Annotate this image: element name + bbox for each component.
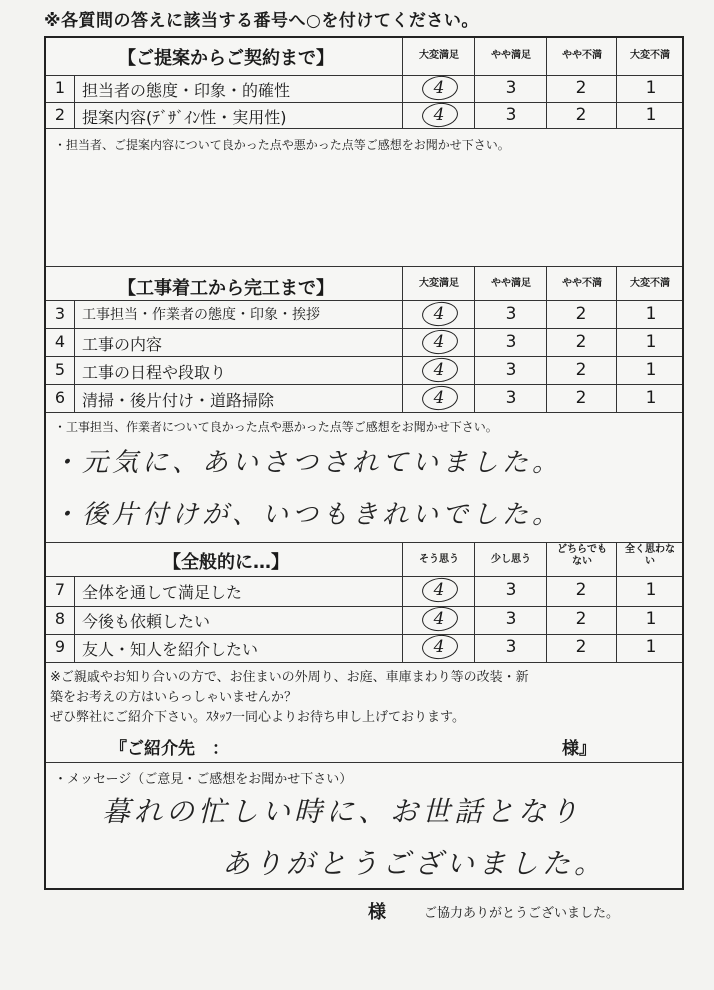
handwritten-comment: ・元気に、あいさつされていました。 — [52, 448, 563, 478]
selected-score[interactable]: 4 — [433, 388, 445, 408]
introduction-suffix: 様』 — [562, 739, 596, 759]
score-option[interactable]: 2 — [575, 78, 587, 98]
question-number: 4 — [54, 332, 66, 351]
question-text: 工事の内容 — [82, 335, 163, 354]
score-option[interactable]: 3 — [505, 580, 517, 600]
question-number: 7 — [54, 580, 66, 599]
message-prompt: ・メッセージ（ご意見・ご感想をお聞かせ下さい） — [54, 772, 353, 787]
score-option[interactable]: 3 — [505, 105, 517, 125]
scale-label: 大変不満 — [630, 278, 670, 289]
score-option[interactable]: 3 — [505, 388, 517, 408]
notice-line: ※ご親戚やお知り合いの方で、お住まいの外周り、お庭、車庫まわり等の改装・新 — [50, 670, 529, 685]
footer-thanks: ご協力ありがとうございました。 — [424, 906, 620, 921]
handwritten-message: ありがとうございました。 — [222, 847, 607, 880]
score-option[interactable]: 2 — [575, 360, 587, 380]
score-option[interactable]: 1 — [645, 360, 657, 380]
scale-label: 大変満足 — [419, 50, 459, 61]
question-number: 9 — [54, 637, 66, 656]
question-text: 担当者の態度・印象・的確性 — [82, 81, 291, 100]
notice-line: 築をお考えの方はいらっしゃいませんか？ — [50, 690, 298, 705]
score-option[interactable]: 3 — [505, 332, 517, 352]
score-option[interactable]: 1 — [645, 304, 657, 324]
survey-form — [44, 36, 684, 890]
scale-label: やや満足 — [491, 50, 531, 61]
question-text: 今後も依頼したい — [82, 612, 211, 631]
scale-label: 大変不満 — [630, 50, 670, 61]
question-number: 8 — [54, 609, 66, 628]
scale-label: 全く思わない — [625, 544, 675, 567]
introduction-label: 『ご紹介先 ： — [110, 739, 229, 759]
scale-label: やや満足 — [491, 278, 531, 289]
question-text: 工事担当・作業者の態度・印象・挨拶 — [82, 307, 320, 323]
question-number: 6 — [54, 388, 66, 407]
selected-score[interactable]: 4 — [433, 637, 445, 657]
score-option[interactable]: 1 — [645, 78, 657, 98]
score-option[interactable]: 1 — [645, 388, 657, 408]
scale-label: 少し思う — [491, 554, 531, 565]
instruction-text: ※各質問の答えに該当する番号へ○を付けてください。 — [44, 11, 479, 31]
section-title: 【全般的に…】 — [163, 552, 289, 573]
question-text: 全体を通して満足した — [82, 583, 243, 602]
score-option[interactable]: 3 — [505, 360, 517, 380]
scale-label: どちらでもない — [557, 544, 607, 567]
question-text: 提案内容(ﾃﾞｻﾞｲﾝ性・実用性) — [82, 108, 287, 127]
score-option[interactable]: 2 — [575, 637, 587, 657]
score-option[interactable]: 3 — [505, 609, 517, 629]
comment-prompt: ・工事担当、作業者について良かった点や悪かった点等ご感想をお聞かせ下さい。 — [54, 420, 498, 434]
selected-score[interactable]: 4 — [433, 332, 445, 352]
score-option[interactable]: 1 — [645, 332, 657, 352]
handwritten-comment: ・後片付けが、いつもきれいでした。 — [52, 500, 563, 530]
question-text: 清掃・後片付け・道路掃除 — [82, 391, 275, 410]
question-number: 2 — [54, 105, 66, 124]
comment-prompt: ・担当者、ご提案内容について良かった点や悪かった点等ご感想をお聞かせ下さい。 — [54, 138, 510, 152]
score-option[interactable]: 2 — [575, 304, 587, 324]
score-option[interactable]: 2 — [575, 388, 587, 408]
selected-score[interactable]: 4 — [433, 105, 445, 125]
notice-line: ぜひ弊社にご紹介下さい。ｽﾀｯﾌ一同心よりお待ち申し上げております。 — [50, 710, 465, 725]
selected-score[interactable]: 4 — [433, 360, 445, 380]
question-number: 5 — [54, 360, 66, 379]
score-option[interactable]: 1 — [645, 609, 657, 629]
question-number: 3 — [54, 304, 66, 323]
question-text: 工事の日程や段取り — [82, 363, 227, 382]
scale-label: やや不満 — [562, 50, 602, 61]
selected-score[interactable]: 4 — [433, 609, 445, 629]
score-option[interactable]: 2 — [575, 580, 587, 600]
section-title: 【ご提案からご契約まで】 — [118, 48, 334, 69]
score-option[interactable]: 2 — [575, 609, 587, 629]
score-option[interactable]: 3 — [505, 78, 517, 98]
question-number: 1 — [54, 78, 66, 97]
section-title: 【工事着工から完工まで】 — [118, 278, 334, 299]
scale-label: やや不満 — [562, 278, 602, 289]
scale-label: 大変満足 — [419, 278, 459, 289]
selected-score[interactable]: 4 — [433, 78, 445, 98]
score-option[interactable]: 2 — [575, 332, 587, 352]
score-option[interactable]: 3 — [505, 637, 517, 657]
scale-label: そう思う — [419, 554, 459, 565]
question-text: 友人・知人を紹介したい — [82, 640, 259, 659]
score-option[interactable]: 1 — [645, 637, 657, 657]
score-option[interactable]: 1 — [645, 105, 657, 125]
selected-score[interactable]: 4 — [433, 304, 445, 324]
score-option[interactable]: 2 — [575, 105, 587, 125]
handwritten-message: 暮れの忙しい時に、お世話となり — [102, 795, 583, 828]
footer-sama: 様 — [368, 902, 386, 923]
score-option[interactable]: 3 — [505, 304, 517, 324]
selected-score[interactable]: 4 — [433, 580, 445, 600]
score-option[interactable]: 1 — [645, 580, 657, 600]
